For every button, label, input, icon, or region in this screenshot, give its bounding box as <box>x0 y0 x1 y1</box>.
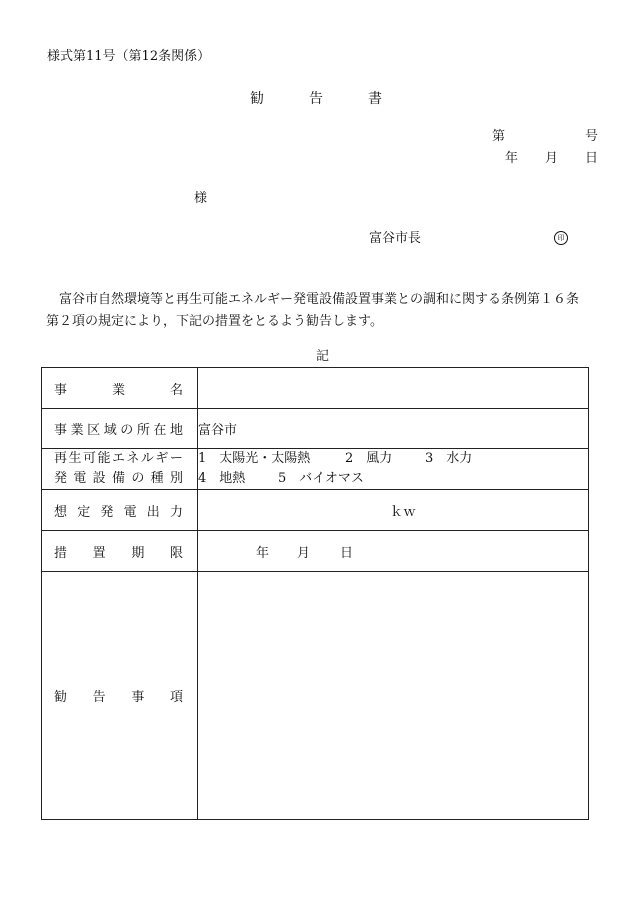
row-generation-type <box>42 449 589 490</box>
title-char: 書 <box>368 91 382 107</box>
output-unit: ｋｗ <box>389 504 416 520</box>
label-char: 告 <box>92 690 106 705</box>
row-project-name <box>42 368 589 409</box>
label-char: 可 <box>82 451 96 466</box>
option-wind[interactable]: 2 風力 <box>345 451 393 466</box>
label-char: 電 <box>73 471 87 486</box>
row-expected-output <box>42 490 589 531</box>
option-solar[interactable]: 1 太陽光・太陽熱 <box>198 451 311 466</box>
label-char: 定 <box>77 504 91 520</box>
body-line-2: 第２項の規定により，下記の措置をとるよう勧告します。 <box>46 314 383 329</box>
label-char: 域 <box>103 423 117 438</box>
recommendation-table <box>41 367 589 820</box>
label-char: 備 <box>111 471 125 486</box>
label-project-name <box>42 368 198 409</box>
label-char: の <box>131 471 145 486</box>
document-title <box>250 92 382 106</box>
value-recommendations[interactable] <box>198 572 589 820</box>
label-char: 事 <box>54 382 68 398</box>
record-mark: 記 <box>316 349 330 364</box>
addressee-suffix: 様 <box>194 191 208 206</box>
label-char: 措 <box>54 545 68 561</box>
label-char: 在 <box>153 423 167 438</box>
label-char: 生 <box>68 451 82 466</box>
form-number: 様式第11号（第12条関係） <box>47 49 211 64</box>
number-suffix: 号 <box>584 129 598 144</box>
label-char: エ <box>111 451 125 466</box>
value-expected-output[interactable] <box>198 490 589 531</box>
label-char: ー <box>169 451 183 466</box>
value-generation-type <box>198 449 589 490</box>
seal-icon: 印 <box>554 231 568 245</box>
body-text <box>46 289 606 333</box>
label-expected-output <box>42 490 198 531</box>
label-char: 事 <box>131 690 145 705</box>
label-measure-period <box>42 531 198 572</box>
option-geothermal[interactable]: 4 地熱 <box>198 471 246 486</box>
label-char: 再 <box>54 451 68 466</box>
period-month: 月 <box>297 545 311 561</box>
label-char: 項 <box>169 690 183 705</box>
label-recommendations <box>42 572 198 820</box>
label-location <box>42 409 198 449</box>
issuer-name: 富谷市長 <box>369 231 422 246</box>
label-char: 設 <box>92 471 106 486</box>
label-char: ネ <box>126 451 140 466</box>
value-location[interactable]: 富谷市 <box>198 409 589 449</box>
option-hydro[interactable]: 3 水力 <box>425 451 473 466</box>
label-char: 発 <box>100 504 114 520</box>
label-char: 想 <box>54 504 68 520</box>
label-char: 力 <box>169 504 183 520</box>
document-number-line <box>492 130 598 143</box>
label-char: 種 <box>150 471 164 486</box>
label-char: 別 <box>169 471 183 486</box>
label-generation-type <box>42 449 198 490</box>
date-day: 日 <box>584 151 598 166</box>
label-char: 出 <box>146 504 160 520</box>
label-char: 業 <box>70 423 84 438</box>
label-char: 限 <box>169 545 183 561</box>
number-prefix: 第 <box>492 129 506 144</box>
period-year: 年 <box>256 545 270 561</box>
label-char: 勧 <box>54 690 68 705</box>
label-char: 所 <box>136 423 150 438</box>
label-char: の <box>120 423 134 438</box>
issue-date-line <box>505 152 598 165</box>
option-biomass[interactable]: 5 バイオマス <box>278 471 364 486</box>
label-char: 業 <box>111 382 125 398</box>
label-char: 発 <box>54 471 68 486</box>
label-char: 名 <box>169 382 183 398</box>
date-month: 月 <box>544 151 558 166</box>
period-day: 日 <box>340 545 354 561</box>
row-location <box>42 409 589 449</box>
label-char: 地 <box>169 423 183 438</box>
label-char: 置 <box>92 545 106 561</box>
row-recommendations <box>42 572 589 820</box>
title-char: 告 <box>309 91 323 107</box>
label-char: ル <box>140 451 154 466</box>
title-char: 勧 <box>250 91 264 107</box>
label-char: 能 <box>97 451 111 466</box>
body-line-1: 富谷市自然環境等と再生可能エネルギー発電設備設置事業との調和に関する条例第１６条 <box>59 292 580 307</box>
label-char: 事 <box>54 423 68 438</box>
row-measure-period <box>42 531 589 572</box>
label-char: 電 <box>123 504 137 520</box>
label-char: 期 <box>131 545 145 561</box>
label-char: 区 <box>87 423 101 438</box>
date-year: 年 <box>505 151 519 166</box>
value-measure-period[interactable] <box>198 531 589 572</box>
label-char: ギ <box>155 451 169 466</box>
value-project-name[interactable] <box>198 368 589 409</box>
